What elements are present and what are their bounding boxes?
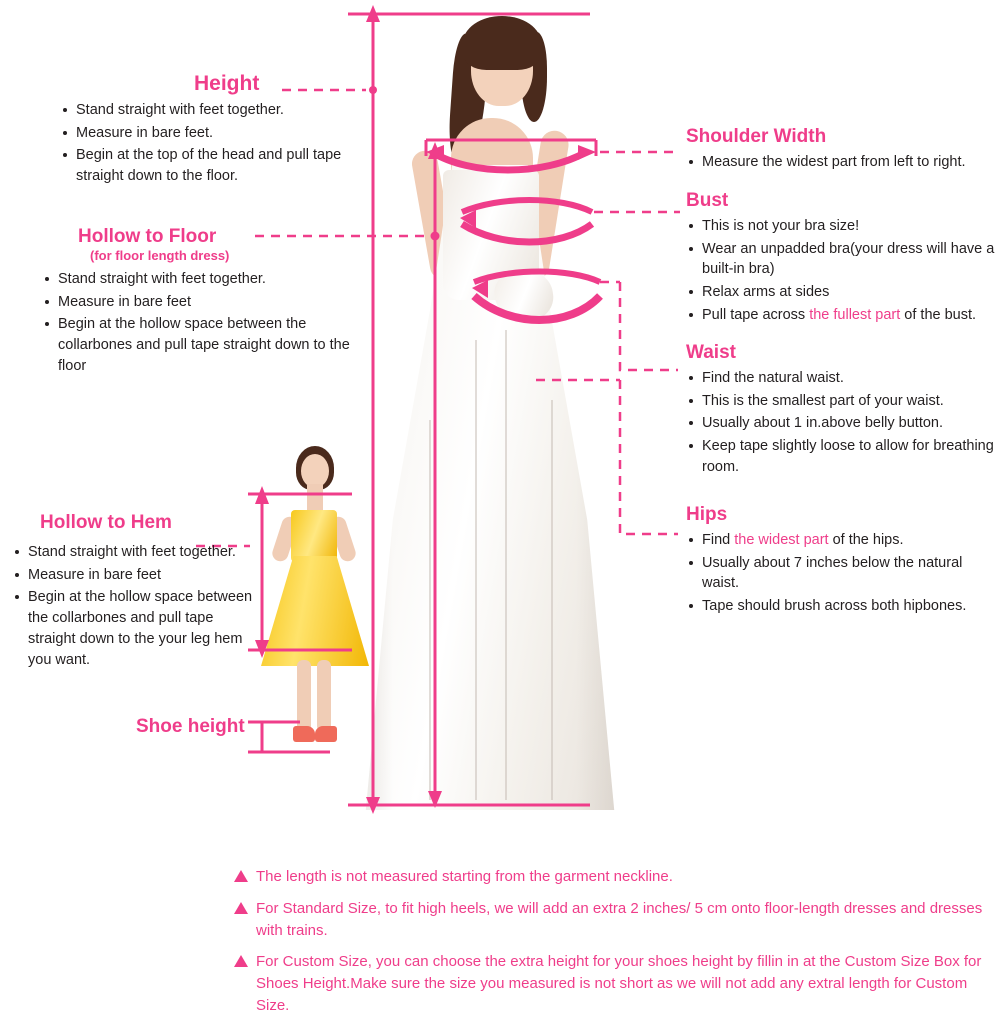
list-item: Wear an unpadded bra(your dress will have a built-in bra): [686, 239, 998, 280]
bust-last-highlight: the fullest part: [809, 306, 901, 323]
gown-fold: [551, 400, 553, 800]
hollow-to-hem-heading: Hollow to Hem: [40, 512, 172, 533]
footer-notes: [232, 866, 992, 1024]
hollow-to-floor-heading: Hollow to Floor: [78, 226, 217, 247]
list-item: Keep tape slightly loose to allow for breathing room.: [686, 436, 996, 477]
list-item: Measure the widest part from left to right.: [686, 152, 996, 173]
hips-first-highlight: the widest part: [734, 532, 829, 548]
shoulder-width-list: [686, 152, 996, 173]
shoe-height-section: [136, 716, 245, 738]
list-item: Stand straight with feet together.: [42, 269, 352, 290]
list-item: This is the smallest part of your waist.: [686, 391, 996, 412]
footer-note-text: The length is not measured starting from the garment neckline.: [256, 868, 673, 885]
list-item: Measure in bare feet: [12, 565, 262, 586]
footer-note: [232, 951, 992, 1016]
warning-triangle-icon: [234, 902, 248, 914]
bust-section: [686, 190, 998, 328]
short-dress-figure-image: [255, 438, 375, 758]
list-item: Relax arms at sides: [686, 282, 998, 303]
list-item: Usually about 1 in.above belly button.: [686, 413, 996, 434]
hips-first-suffix: of the hips.: [828, 532, 904, 548]
list-item: Begin at the hollow space between the collarbones and pull tape straight down to the your leg hem you want.: [12, 587, 262, 670]
list-item-hips-widest: [686, 530, 996, 551]
hollow-to-floor-section: [42, 226, 352, 379]
short-figure-leg-right: [317, 660, 331, 732]
list-item-bust-fullest: [686, 305, 998, 326]
shoe-height-heading: Shoe height: [136, 716, 245, 737]
short-figure-leg-left: [297, 660, 311, 732]
height-section: [60, 72, 360, 189]
shoulder-width-heading: Shoulder Width: [686, 126, 827, 147]
short-figure-shoe-left: [293, 726, 315, 742]
height-heading: Height: [194, 72, 260, 95]
short-figure-head: [301, 454, 329, 488]
footer-note: [232, 898, 992, 942]
list-item: Find the natural waist.: [686, 368, 996, 389]
hips-section: [686, 504, 996, 619]
warning-triangle-icon: [234, 955, 248, 967]
bust-last-prefix: Pull tape across: [702, 306, 810, 323]
list-item: This is not your bra size!: [686, 216, 998, 237]
list-item: Measure in bare feet: [42, 292, 352, 313]
footer-note-text: For Custom Size, you can choose the extra height for your shoes height by fillin in at the Custom Size Box for Shoes Height.Make sure the size you measured is not short as we will not add any extral length for Custom Size.: [256, 953, 982, 1014]
list-item: Usually about 7 inches below the natural waist.: [686, 553, 996, 594]
hollow-to-hem-list: [12, 542, 262, 670]
hips-heading: Hips: [686, 504, 728, 525]
hips-list: [686, 530, 996, 617]
bust-last-suffix: of the bust.: [900, 306, 977, 323]
short-figure-shoe-right: [315, 726, 337, 742]
gown-fold: [429, 420, 431, 800]
list-item: Tape should brush across both hipbones.: [686, 596, 996, 617]
bride-figure-image: [355, 0, 625, 810]
short-figure-bodice: [291, 510, 337, 562]
hips-first-prefix: Find: [702, 532, 735, 548]
footer-note: [232, 866, 992, 888]
hollow-to-floor-list: [42, 269, 352, 377]
gown-fold: [505, 330, 507, 800]
list-item: Measure in bare feet.: [60, 123, 360, 144]
waist-section: [686, 342, 996, 480]
short-figure-skirt: [261, 556, 369, 666]
bride-hair-top: [463, 16, 541, 70]
height-list: [60, 100, 360, 187]
list-item: Begin at the hollow space between the collarbones and pull tape straight down to the floor: [42, 314, 352, 376]
list-item: Stand straight with feet together.: [60, 100, 360, 121]
hollow-to-hem-section: [12, 512, 262, 672]
waist-heading: Waist: [686, 342, 736, 363]
bust-heading: Bust: [686, 190, 729, 211]
footer-note-text: For Standard Size, to fit high heels, we will add an extra 2 inches/ 5 cm onto floor-length dresses and dresses with trains.: [256, 899, 983, 939]
gown-fold: [475, 340, 477, 800]
shoulder-width-section: [686, 126, 996, 175]
bust-list: [686, 216, 998, 326]
list-item: Stand straight with feet together.: [12, 542, 262, 563]
hollow-to-floor-subheading: (for floor length dress): [90, 248, 230, 263]
waist-list: [686, 368, 996, 478]
warning-triangle-icon: [234, 870, 248, 882]
list-item: Begin at the top of the head and pull tape straight down to the floor.: [60, 145, 360, 186]
